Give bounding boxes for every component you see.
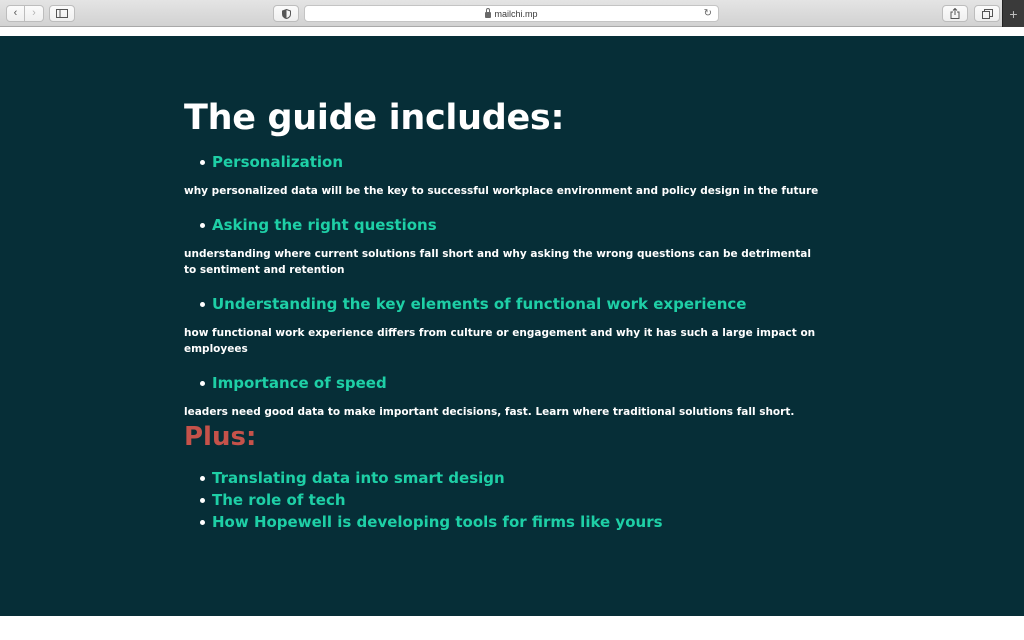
share-icon — [950, 8, 960, 19]
plus-icon: + — [1009, 5, 1018, 22]
guide-content — [184, 98, 824, 532]
page-top-margin — [0, 27, 1024, 36]
guide-item-heading: Asking the right questions — [184, 215, 824, 235]
history-nav — [6, 5, 44, 22]
privacy-report-button[interactable] — [273, 5, 299, 22]
forward-button[interactable] — [25, 5, 44, 22]
new-tab-button[interactable] — [1002, 0, 1024, 27]
guide-item-heading: Personalization — [184, 152, 824, 172]
guide-title: The guide includes: — [184, 98, 565, 138]
back-button[interactable] — [6, 5, 25, 22]
guide-item-description: leaders need good data to make important decisions, fast. Learn where traditional solutions fall short. — [184, 406, 795, 418]
address-bar[interactable] — [304, 5, 719, 22]
plus-item: The role of tech — [184, 490, 824, 510]
chevron-right-icon: › — [32, 7, 36, 19]
guide-item-description: how functional work experience differs from culture or engagement and why it has such a large impact on employees — [184, 327, 816, 355]
reload-icon[interactable]: ↻ — [703, 8, 712, 19]
guide-item-heading: Understanding the key elements of functional work experience — [184, 294, 824, 314]
chevron-left-icon: ‹ — [13, 7, 18, 19]
plus-heading: Plus: — [184, 422, 257, 452]
sidebar-toggle-button[interactable] — [49, 5, 75, 22]
guide-item-description: why personalized data will be the key to successful workplace environment and policy design in the future — [184, 185, 819, 197]
plus-item: Translating data into smart design — [184, 468, 824, 488]
sidebar-icon — [56, 9, 68, 18]
tabs-overview-button[interactable] — [974, 5, 1000, 22]
url-text: mailchi.mp — [494, 8, 538, 19]
guide-section — [0, 36, 1024, 616]
guide-item-description: understanding where current solutions fall short and why asking the wrong questions can be detrimental to sentiment and retention — [184, 248, 811, 276]
browser-toolbar — [0, 0, 1024, 27]
page-bottom-margin — [0, 616, 1024, 640]
shield-icon — [282, 9, 291, 19]
guide-item-heading: Importance of speed — [184, 373, 824, 393]
plus-item: How Hopewell is developing tools for firms like yours — [184, 512, 824, 532]
lock-icon — [485, 12, 491, 18]
tabs-icon — [982, 9, 993, 19]
share-button[interactable] — [942, 5, 968, 22]
